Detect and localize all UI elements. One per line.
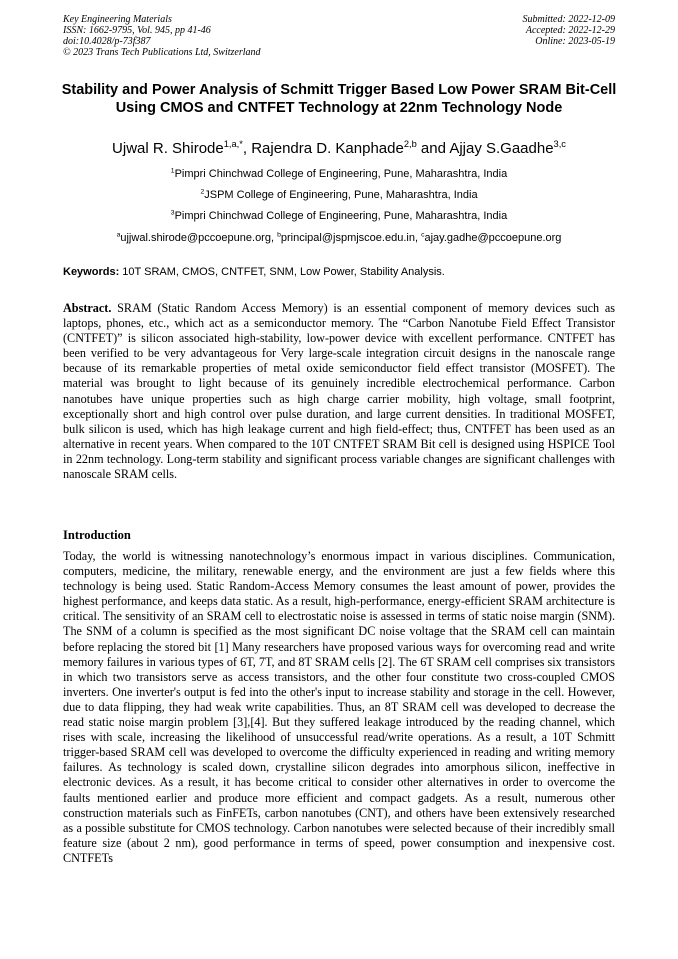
author-separator: and xyxy=(416,140,450,157)
submitted-date: Submitted: 2022-12-09 xyxy=(522,14,615,25)
keywords-label: Keywords: xyxy=(63,266,120,278)
journal-info xyxy=(63,14,261,58)
doi-line: doi:10.4028/p-73f387 xyxy=(63,36,151,47)
abstract xyxy=(63,301,615,482)
author-affiliation-mark: 2,b xyxy=(403,139,417,149)
author-separator: , xyxy=(242,140,252,157)
section-heading-introduction: Introduction xyxy=(63,528,131,542)
email-mark: b xyxy=(277,231,281,239)
affiliation-text: JSPM College of Engineering, Pune, Maharashtra, India xyxy=(204,189,478,201)
affiliation xyxy=(40,189,638,202)
abstract-text: SRAM (Static Random Access Memory) is an essential component of memory devices such as laptops, phones, etc., which act as a semiconductor memory. The “Carbon Nanotube Field Effect Transistor (CNTFET)” is silicon associated high-stability, low-power device with excellent performance. CNTFET has been verified to be very advantageous for Very large-scale integration circuit designs in the nanoscale range because of its remarkable properties of metal oxide semiconductor field effect transistor (MOSFET). The material was brought to light because of its genuinely incredible electrochemical performance. Carbon nanotubes have unique properties such as high charge carrier mobility, high voltage, small footprint, exceptionally short and high control over pulse duration, and large current densities. In traditional MOSFET, bulk silicon is used, which has high leakage current and high field-effect; thus, CNTFET has been used as an alternative in recent years. When compared to the 10T CNTFET SRAM Bit cell is designed using HSPICE Tool in 22nm technology. Long-term stability and significant process variable changes are significant challenges with nanoscale SRAM cells. xyxy=(63,301,615,482)
paper-title: Stability and Power Analysis of Schmitt Trigger Based Low Power SRAM Bit-Cell Using CMOS and CNTFET Technology at 22nm Technology Node xyxy=(61,82,617,116)
affiliation-text: Pimpri Chinchwad College of Engineering, Pune, Maharashtra, India xyxy=(174,210,508,222)
keywords xyxy=(63,265,615,279)
author-affiliation-mark: 3,c xyxy=(553,139,566,149)
affiliation xyxy=(40,168,638,181)
online-date: Online: 2023-05-19 xyxy=(535,36,615,47)
issn-line: ISSN: 1662-9795, Vol. 945, pp 41-46 xyxy=(63,25,211,36)
journal-name: Key Engineering Materials xyxy=(63,14,172,25)
affiliation-mark: 1 xyxy=(170,167,175,175)
affiliation xyxy=(40,210,638,223)
author-name: Ajjay S.Gaadhe xyxy=(449,140,554,157)
email-address: principal@jspmjscoe.edu.in, xyxy=(280,232,422,244)
affiliation-text: Pimpri Chinchwad College of Engineering, Pune, Maharashtra, India xyxy=(174,168,508,180)
introduction-body: Today, the world is witnessing nanotechnology’s enormous impact in various disciplines. Communication, computers, medicine, the military, renewable energy, and the environment are just a few fields where this technology is being used. Static Random-Access Memory consumes the least amount of power, provides the highest performance, and keeps data static. As a result, high-performance, energy-efficient SRAM architecture is critical. The sensitivity of an SRAM cell to electrostatic noise is assessed in terms of static noise margin (SNM). The SNM of a column is specified as the most significant DC noise voltage that the SRAM cell can maintain before replacing the stored bit [1] Many researchers have proposed various ways for overcoming read and write memory failures in various types of 6T, 7T, and 8T SRAM cells [2]. The 6T SRAM cell comprises six transistors in which two transistors serve as access transistors, and the other four constitute two cross-coupled CMOS inverters. One inverter's output is fed into the other's input to increase stability and storage in the cell. However, due to data flipping, they had weak write capabilities. Thus, an 8T SRAM cell was developed to decrease the read static noise margin problem [3],[4]. But they suffered leakage introduced by the reading channel, which rises with scale, increasing the likelihood of unsuccessful read/write operations. As a result, a 10T Schmitt trigger-based SRAM cell was developed to overcome the difficulty experienced in reading and writing memory failures. As technology is scaled down, crystalline silicon degrades into amorphous silicon, ineffective in electronic devices. As a result, it has become critical to consider other alternatives in order to overcome the faults mentioned earlier and produce more efficient and compact gadgets. As a result, numerous other construction materials such as FinFETs, carbon nanotubes (CNT), and others have been extensively researched as a possible substitute for CMOS technology. Carbon nanotubes were selected because of their incredibly small feature size (about 2 nm), good performance in terms of speed, power consumption and inexpensive cost. CNTFETs xyxy=(63,549,615,865)
affiliation-mark: 3 xyxy=(170,209,175,217)
affiliation-mark: 2 xyxy=(200,188,205,196)
email-address: ujjwal.shirode@pccoepune.org, xyxy=(120,232,278,244)
accepted-date: Accepted: 2022-12-29 xyxy=(525,25,615,36)
email-mark: a xyxy=(116,231,121,239)
keywords-text: 10T SRAM, CMOS, CNTFET, SNM, Low Power, Stability Analysis. xyxy=(119,266,445,278)
email-address: ajay.gadhe@pccoepune.org xyxy=(424,232,562,244)
author-name: Ujwal R. Shirode xyxy=(112,140,224,157)
publication-dates xyxy=(523,14,616,47)
author-name: Rajendra D. Kanphade xyxy=(251,140,404,157)
abstract-label: Abstract. xyxy=(63,301,112,315)
author-affiliation-mark: 1,a,* xyxy=(223,139,243,149)
author-list xyxy=(40,140,638,158)
email-line xyxy=(40,232,638,245)
copyright-line: © 2023 Trans Tech Publications Ltd, Switzerland xyxy=(63,47,261,58)
email-mark: c xyxy=(421,231,425,239)
